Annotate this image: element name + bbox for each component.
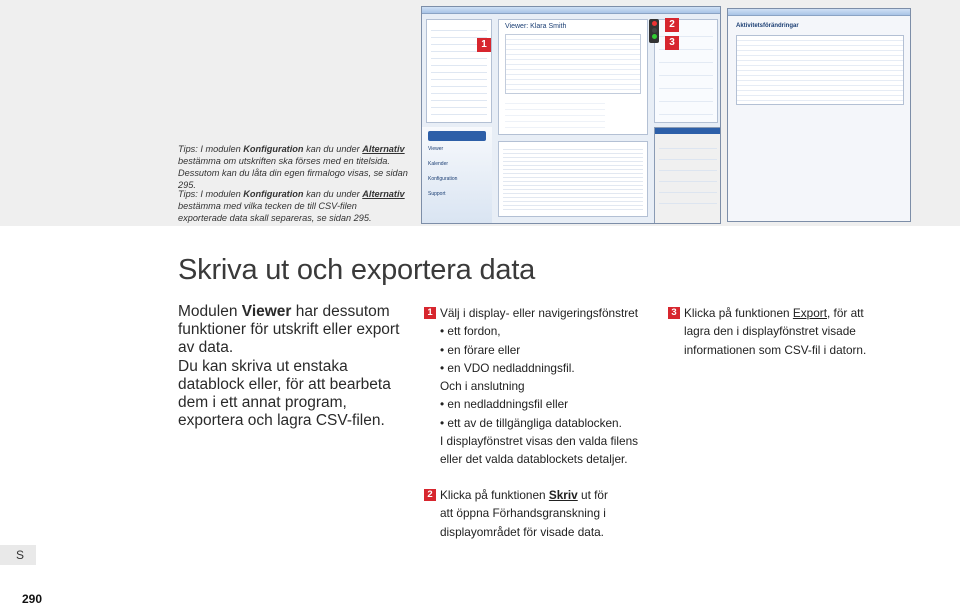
menu-support[interactable]: Support — [428, 191, 446, 197]
viewer-title: Viewer: Klara Smith — [505, 23, 567, 30]
activity-title: Aktivitetsförändringar — [736, 23, 799, 29]
step-2-badge: 2 — [424, 489, 436, 501]
software-screenshot — [421, 6, 929, 224]
save-dialog — [654, 127, 721, 224]
activity-window — [727, 8, 911, 222]
callout-3: 3 — [665, 36, 679, 50]
step-3-badge: 3 — [668, 307, 680, 319]
activity-table — [736, 35, 904, 105]
callout-2: 2 — [665, 18, 679, 32]
page-title: Skriva ut och exportera data — [178, 254, 536, 286]
intro-text: Modulen Viewer har dessutom funktioner för utskrift eller export av data. Du kan skriva ut enstaka datablock eller, för att bearbeta dem i ett annat program, exportera och lagra CSV-filen. — [178, 303, 400, 430]
traffic-light-icon — [649, 19, 659, 43]
step-2: 2 Klicka på funktionen Skriv ut för att öppna Förhandsgranskning i displayområdet för visade data. — [440, 486, 660, 541]
step-3: 3 Klicka på funktionen Export, för att lagra den i displayfönstret visade informationen som CSV-fil i datorn. — [684, 304, 904, 359]
tip-export: Tips: I modulen Konfiguration kan du under Alternativ bestämma med vilka tecken de till CSV-filen exporterade data skall separeras, se sidan 295. — [178, 189, 405, 223]
lower-table — [498, 141, 648, 217]
menu-kalender[interactable]: Kalender — [428, 161, 449, 167]
menu-konfiguration[interactable]: Konfiguration — [428, 176, 458, 182]
page-number: 290 — [22, 592, 43, 606]
menu-viewer[interactable]: Viewer — [428, 146, 444, 152]
step-1: 1 Välj i display- eller navigeringsfönstret • ett fordon, • en förare eller • en VDO nedladdningsfil. Och i anslutning • en nedladdningsfil eller • ett av de tillgängliga datablocken. I displayfönstret visas den valda filens eller det valda datablockets detaljer. — [440, 304, 660, 469]
navigation-tree[interactable] — [426, 19, 492, 123]
detail-fields — [505, 98, 605, 132]
tip-print: Tips: I modulen Konfiguration kan du under Alternativ bestämma om utskriften ska förses med en titelsida. Dessutom kan du låta din egen firmalogo visas, se sidan 295. — [178, 144, 408, 190]
display-window — [498, 19, 648, 135]
section-marker: S — [0, 545, 36, 565]
callout-1: 1 — [477, 38, 491, 52]
function-panel — [654, 19, 718, 123]
module-menu — [422, 127, 492, 224]
step-1-badge: 1 — [424, 307, 436, 319]
data-table — [505, 34, 641, 94]
